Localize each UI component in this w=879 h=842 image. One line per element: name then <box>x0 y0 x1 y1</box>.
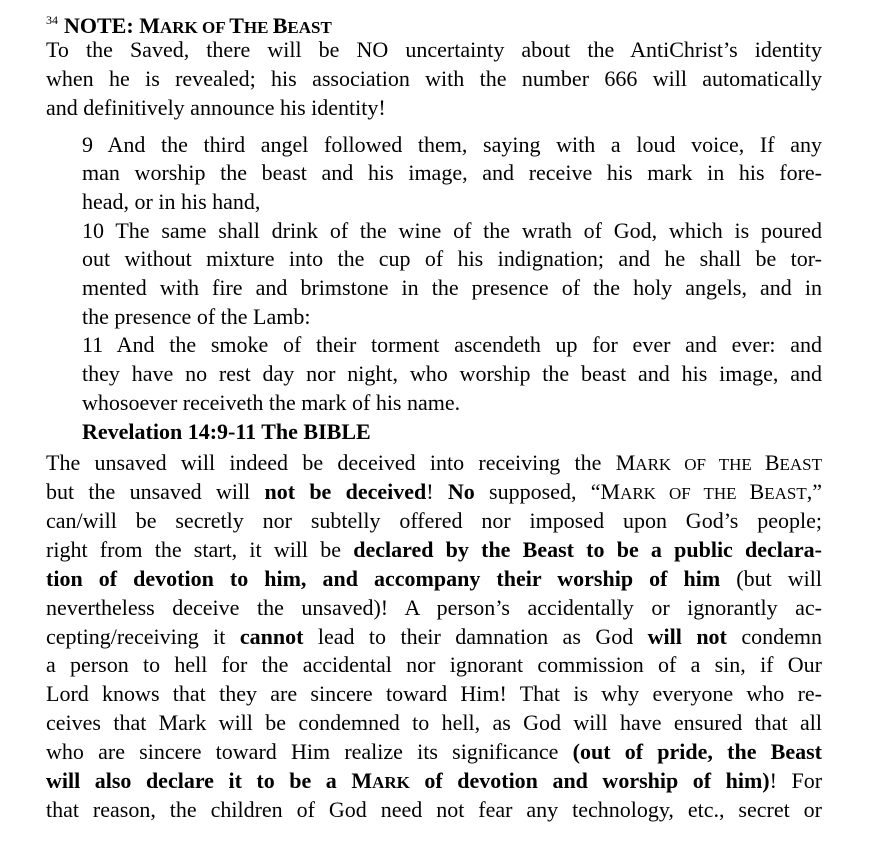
paragraph-line: but the unsaved will not be deceived! No supposed, “MARK OF THE BEAST,” <box>46 479 822 505</box>
paragraph-line: a person to hell for the accidental nor ignorant commission of a sin, if Our <box>46 652 822 678</box>
verse-line: the presence of the Lamb: <box>82 303 311 329</box>
paragraph-line: will also declare it to be a MARK of devotion and worship of him)! For <box>46 768 823 794</box>
paragraph-line: can/will be secretly nor subtelly offered nor imposed upon God’s people; <box>46 508 822 534</box>
verse-line: 11 And the smoke of their torment ascendeth up for ever and ever: and <box>82 332 822 358</box>
paragraph-line: who are sincere toward Him realize its significance (out of pride, the Beast <box>46 739 822 765</box>
verse-line: 10 The same shall drink of the wine of the wrath of God, which is poured <box>82 217 822 243</box>
scripture-quote <box>82 131 822 418</box>
note-heading <box>46 4 822 36</box>
verse-line: whosoever receiveth the mark of his name. <box>82 389 461 415</box>
verse-line: man worship the beast and his image, and receive his mark in his fore- <box>82 160 822 186</box>
paragraph-line: right from the start, it will be declared by the Beast to be a public declara- <box>46 536 822 562</box>
paragraph-line: tion of devotion to him, and accompany their worship of him (but will <box>46 565 822 591</box>
paragraph-line: The unsaved will indeed be deceived into receiving the MARK OF THE BEAST <box>46 450 822 476</box>
paragraph-line: and definitively announce his identity! <box>46 94 386 120</box>
mark-of-the-beast-text: MARK OF THE BEAST <box>615 450 822 476</box>
paragraph-line: that reason, the children of God need not fear any technology, etc., secret or <box>46 796 822 822</box>
footnote-number: 34 <box>46 13 58 27</box>
mark-of-the-beast-text: MARK OF THE BEAST <box>600 479 807 505</box>
verse-line: mented with fire and brimstone in the presence of the holy angels, and in <box>82 275 822 301</box>
body-paragraph <box>46 449 822 825</box>
verse-line: out without mixture into the cup of his indignation; and he shall be tor- <box>82 246 822 272</box>
paragraph-line: ceives that Mark will be condemned to hell, as God will have ensured that all <box>46 710 822 736</box>
scripture-reference: Revelation 14:9-11 The BIBLE <box>82 418 371 444</box>
verse-line: head, or in his hand, <box>82 189 261 215</box>
paragraph-line: nevertheless deceive the unsaved)! A person’s accidentally or ignorantly ac- <box>46 594 822 620</box>
verse-line: 9 And the third angel followed them, saying with a loud voice, If any <box>82 131 822 157</box>
paragraph-line: when he is revealed; his association with the number 666 will automatically <box>46 65 822 91</box>
intro-paragraph <box>46 36 822 123</box>
paragraph-line: To the Saved, there will be NO uncertainty about the AntiChrist’s identity <box>46 37 822 62</box>
note-label: NOTE: <box>64 13 134 38</box>
document-page <box>46 4 822 825</box>
paragraph-line: Lord knows that they are sincere toward Him! That is why everyone who re- <box>46 681 822 707</box>
paragraph-line: cepting/receiving it cannot lead to their damnation as God will not condemn <box>46 623 822 649</box>
verse-line: they have no rest day nor night, who worship the beast and his image, and <box>82 361 822 387</box>
note-title: MARK OF THE BEAST <box>139 13 332 38</box>
